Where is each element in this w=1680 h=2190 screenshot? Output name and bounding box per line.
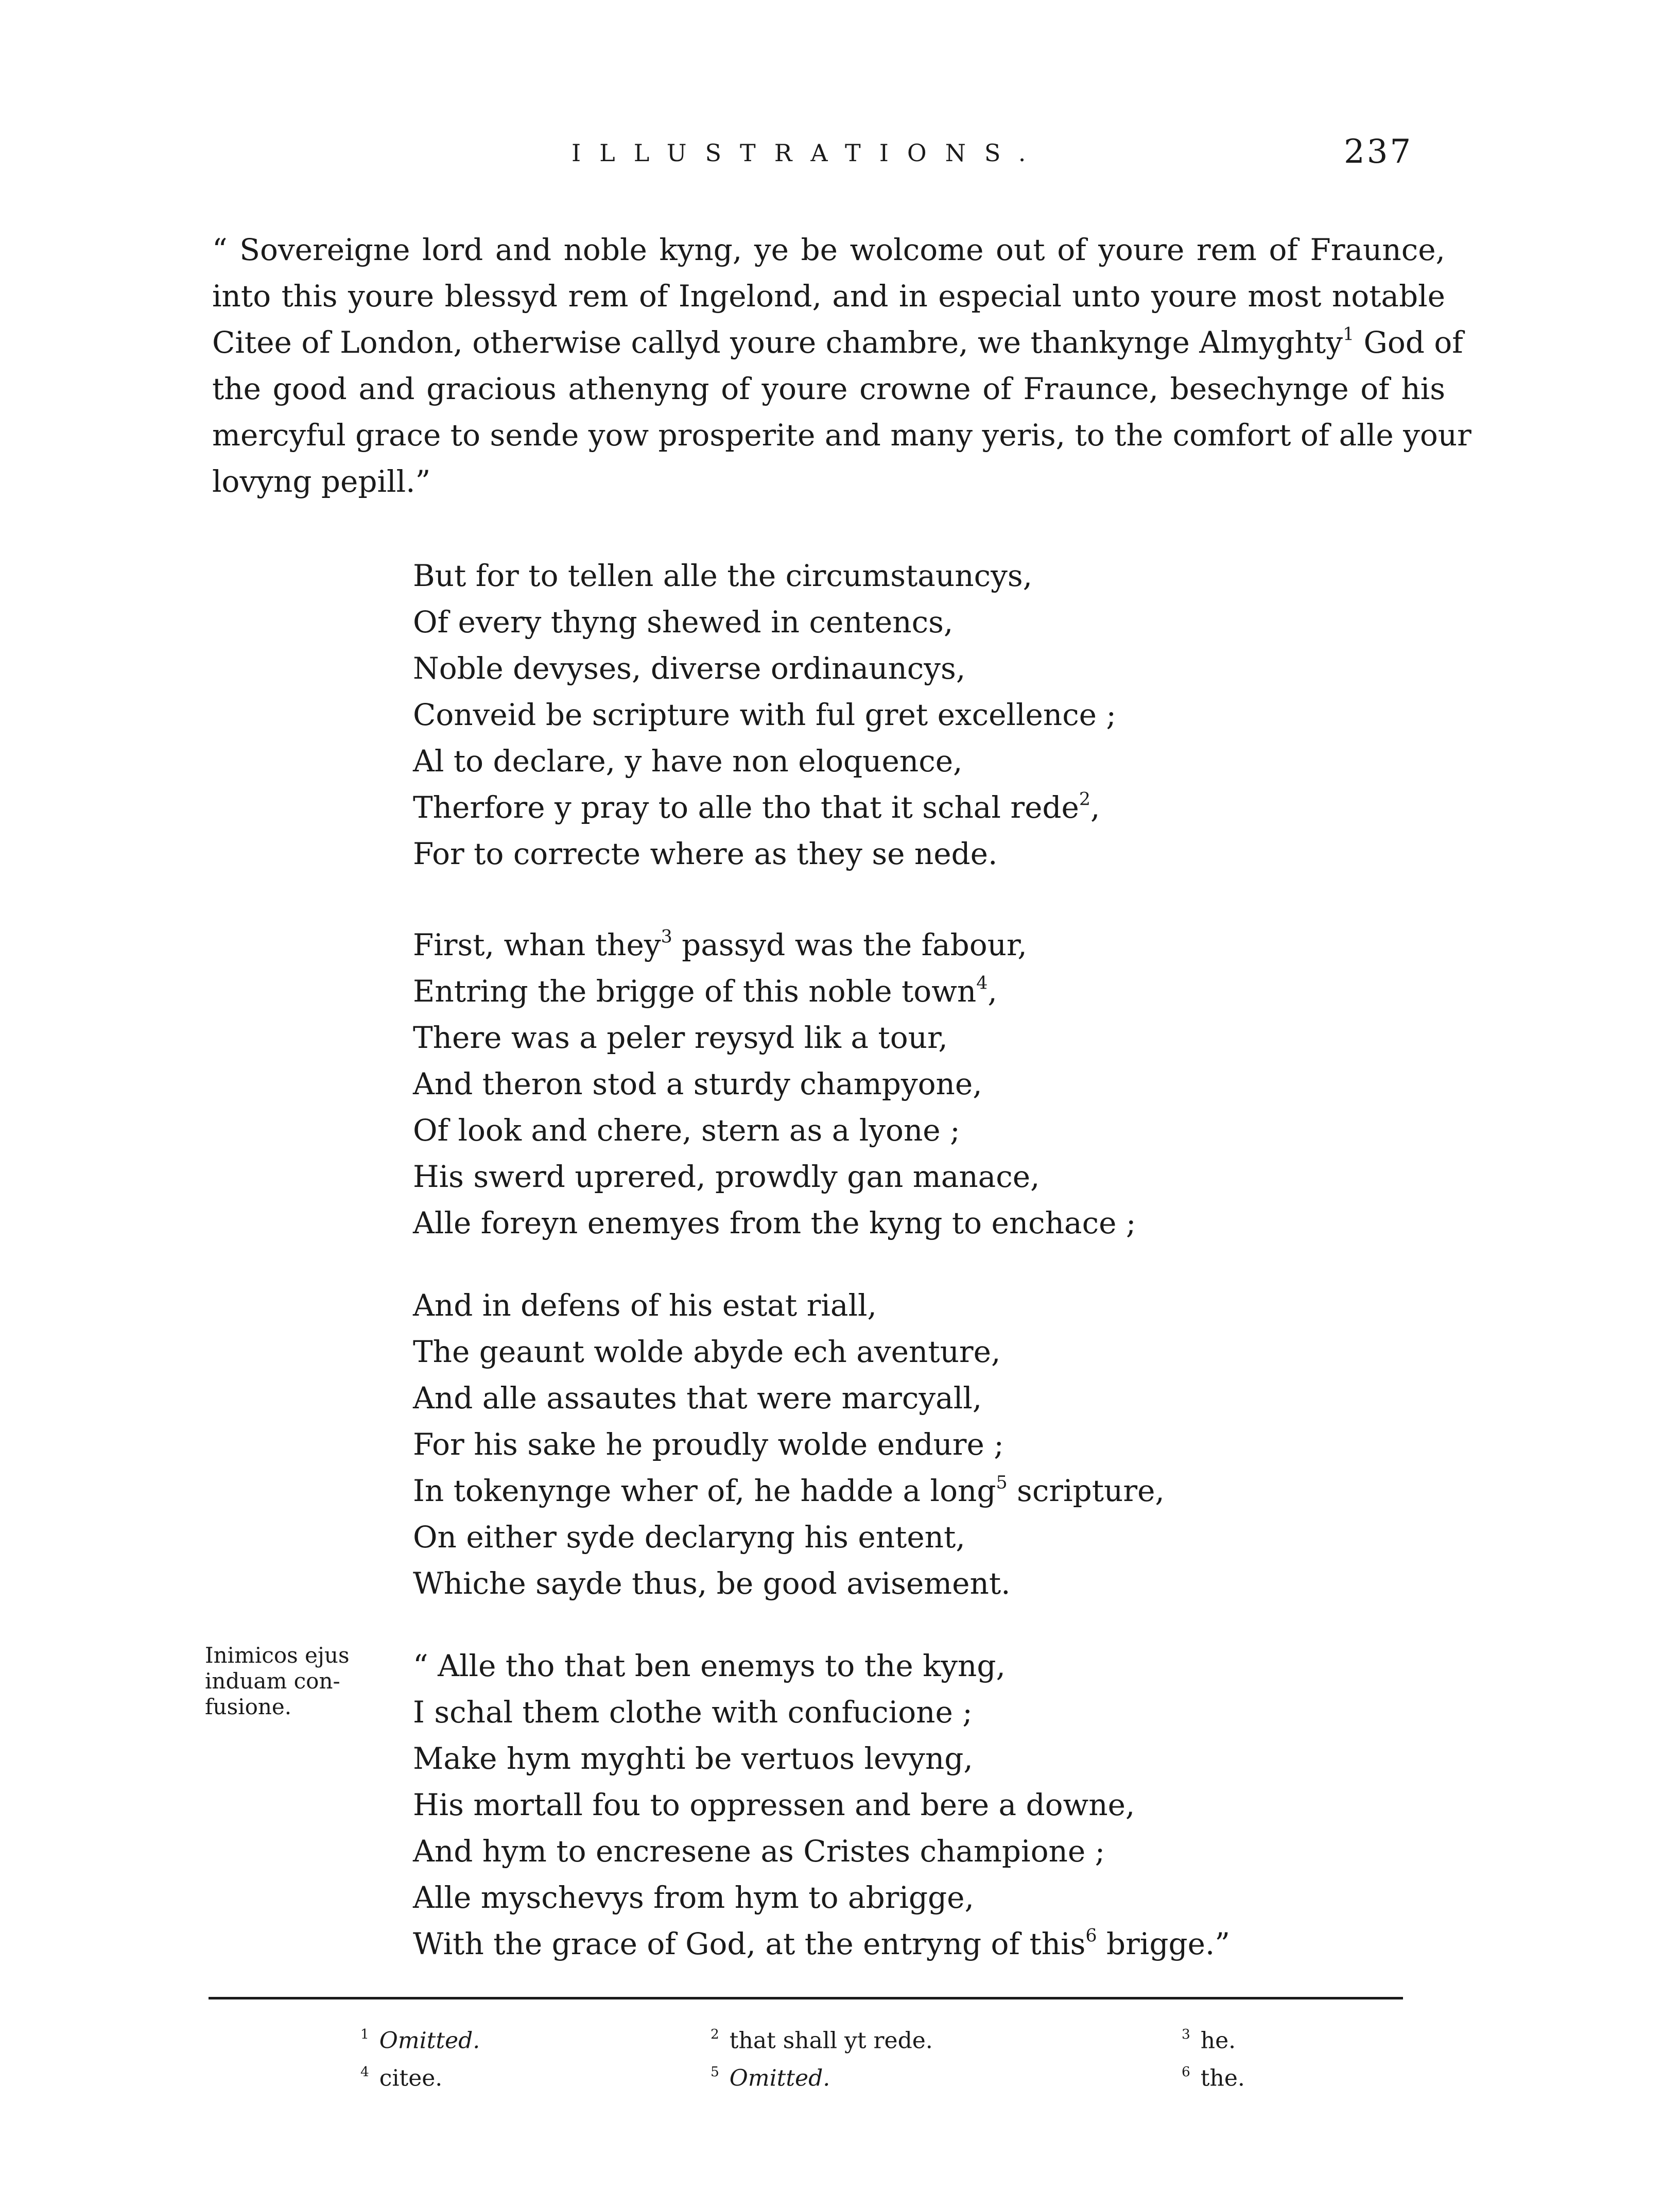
stanza-2 bbox=[413, 922, 1136, 1246]
footnote-rule bbox=[209, 1997, 1403, 1999]
running-title: ILLUSTRATIONS. bbox=[571, 139, 1045, 167]
prose-line: the good and gracious athenyng of youre crowne of Fraunce, besechynge of his bbox=[212, 371, 1445, 406]
verse-line: But for to tellen alle the circumstauncys, bbox=[413, 558, 1033, 593]
footnote-number: 5 bbox=[711, 2064, 719, 2080]
footnote-mark: 6 bbox=[1085, 1925, 1097, 1946]
footnote-text: Omitted. bbox=[379, 2027, 480, 2054]
verse-line: For his sake he proudly wolde endure ; bbox=[413, 1427, 1004, 1462]
verse-line bbox=[413, 968, 1136, 1014]
stanza-3 bbox=[413, 1282, 1165, 1607]
marginal-note-line: Inimicos ejus bbox=[205, 1643, 350, 1668]
footnote-text: Omitted. bbox=[729, 2065, 830, 2092]
footnote-mark: 3 bbox=[661, 926, 672, 947]
verse-line: There was a peler reysyd lik a tour, bbox=[413, 1020, 948, 1055]
verse-line: Alle foreyn enemyes from the kyng to enchace ; bbox=[413, 1205, 1136, 1240]
verse-line: Conveid be scripture with ful gret excellence ; bbox=[413, 697, 1116, 732]
verse-line: And in defens of his estat riall, bbox=[413, 1288, 877, 1323]
verse-line: Al to declare, y have non eloquence, bbox=[413, 744, 963, 779]
footnote-text: the. bbox=[1200, 2065, 1245, 2092]
footnote-5 bbox=[711, 2064, 830, 2091]
verse-text: scripture, bbox=[1007, 1473, 1165, 1508]
verse-line: His swerd uprered, prowdly gan manace, bbox=[413, 1159, 1040, 1194]
verse-line: And alle assautes that were marcyall, bbox=[413, 1381, 982, 1416]
footnote-6 bbox=[1182, 2064, 1245, 2091]
prose-line-text: Citee of London, otherwise callyd youre chambre, we thankynge Almyghty bbox=[212, 325, 1343, 360]
footnote-text: citee. bbox=[379, 2065, 443, 2092]
verse-text: With the grace of God, at the entryng of this bbox=[413, 1926, 1086, 1961]
marginal-note-line: fusione. bbox=[205, 1694, 292, 1719]
verse-text: passyd was the fabour, bbox=[672, 927, 1027, 962]
footnote-1 bbox=[360, 2026, 480, 2054]
verse-text: Entring the brigge of this noble town bbox=[413, 974, 977, 1009]
footnote-2 bbox=[711, 2026, 933, 2054]
stanza-1 bbox=[413, 553, 1116, 877]
footnote-number: 6 bbox=[1182, 2064, 1190, 2080]
footnote-mark: 2 bbox=[1079, 789, 1091, 810]
verse-line: Of look and chere, stern as a lyone ; bbox=[413, 1113, 960, 1148]
prose-line-text: God of bbox=[1354, 325, 1463, 360]
footnote-3 bbox=[1182, 2026, 1236, 2054]
footnote-number: 4 bbox=[360, 2064, 369, 2080]
marginal-note-line: induam con- bbox=[205, 1668, 340, 1694]
page-number: 237 bbox=[1344, 133, 1413, 171]
verse-line bbox=[413, 1468, 1165, 1514]
prose-paragraph bbox=[212, 227, 1471, 505]
verse-line: The geaunt wolde abyde ech aventure, bbox=[413, 1334, 1001, 1369]
verse-line: Whiche sayde thus, be good avisement. bbox=[413, 1566, 1011, 1601]
prose-line: into this youre blessyd rem of Ingelond, and in especial unto youre most notable bbox=[212, 279, 1445, 314]
verse-text: First, whan they bbox=[413, 927, 661, 962]
footnote-mark: 5 bbox=[996, 1472, 1008, 1493]
prose-line: lovyng pepill.” bbox=[212, 464, 431, 499]
verse-line: Alle myschevys from hym to abrigge, bbox=[413, 1880, 974, 1915]
verse-text: , bbox=[1090, 790, 1100, 825]
marginal-note bbox=[205, 1643, 350, 1720]
footnote-mark: 1 bbox=[1342, 324, 1355, 345]
verse-line: I schal them clothe with confucione ; bbox=[413, 1695, 973, 1730]
verse-line: For to correcte where as they se nede. bbox=[413, 836, 998, 871]
footnote-mark: 4 bbox=[976, 973, 988, 994]
verse-line: Noble devyses, diverse ordinauncys, bbox=[413, 651, 966, 686]
footnote-text: that shall yt rede. bbox=[729, 2027, 933, 2054]
prose-line: “ Sovereigne lord and noble kyng, ye be wolcome out of youre rem of Fraunce, bbox=[212, 232, 1445, 267]
footnote-number: 3 bbox=[1182, 2026, 1190, 2042]
verse-line: Of every thyng shewed in centencs, bbox=[413, 605, 954, 640]
verse-line: On either syde declaryng his entent, bbox=[413, 1520, 965, 1555]
stanza-4 bbox=[413, 1643, 1230, 1967]
verse-text: , bbox=[988, 974, 997, 1009]
verse-text: brigge.” bbox=[1097, 1926, 1231, 1961]
verse-line bbox=[413, 784, 1116, 831]
verse-line bbox=[413, 1921, 1230, 1967]
verse-line bbox=[413, 922, 1136, 968]
footnote-number: 1 bbox=[360, 2026, 369, 2042]
footnote-number: 2 bbox=[711, 2026, 719, 2042]
verse-text: Therfore y pray to alle tho that it schal rede bbox=[413, 790, 1079, 825]
verse-line: His mortall fou to oppressen and bere a downe, bbox=[413, 1787, 1135, 1822]
verse-line: Make hym myghti be vertuos levyng, bbox=[413, 1741, 973, 1776]
verse-line: And theron stod a sturdy champyone, bbox=[413, 1066, 982, 1101]
verse-line: And hym to encresene as Cristes champione ; bbox=[413, 1834, 1105, 1869]
prose-line: mercyful grace to sende yow prosperite and many yeris, to the comfort of alle your bbox=[212, 418, 1471, 453]
footnote-4 bbox=[360, 2064, 442, 2091]
verse-text: In tokenynge wher of, he hadde a long bbox=[413, 1473, 996, 1508]
footnote-text: he. bbox=[1200, 2027, 1236, 2054]
verse-line: “ Alle tho that ben enemys to the kyng, bbox=[413, 1648, 1006, 1683]
prose-line bbox=[212, 319, 1463, 366]
